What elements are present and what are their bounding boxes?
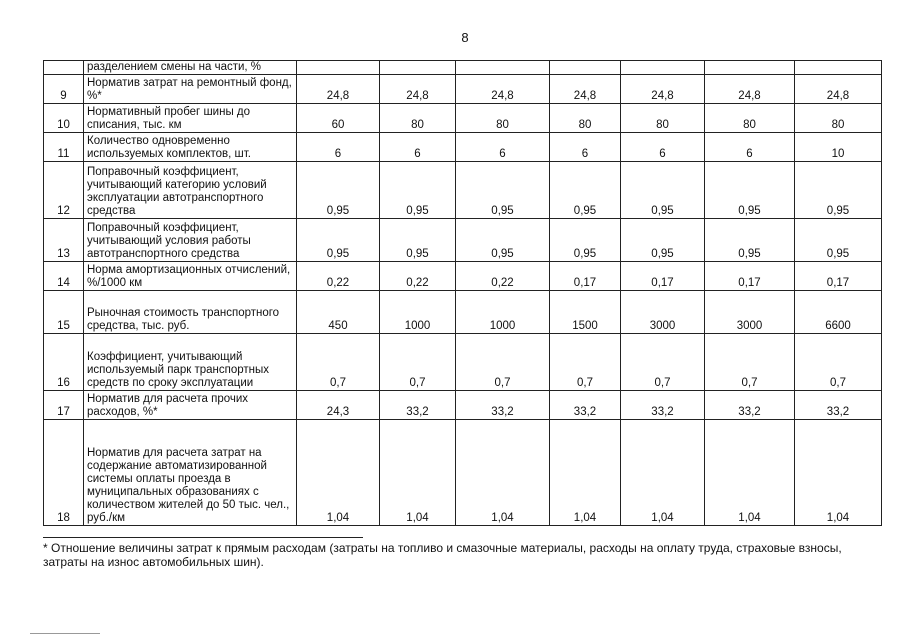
row-value: 0,22 (297, 262, 380, 291)
row-value: 0,17 (795, 262, 882, 291)
row-value (456, 61, 550, 75)
row-value: 80 (550, 104, 621, 133)
row-number: 14 (44, 262, 84, 291)
table-row (44, 75, 882, 104)
row-label: Рыночная стоимость транспортного средства, тыс. руб. (84, 291, 297, 334)
row-number (44, 61, 84, 75)
row-value: 6 (456, 133, 550, 162)
row-value: 33,2 (795, 391, 882, 420)
row-label: разделением смены на части, % (84, 61, 297, 75)
row-value: 0,7 (380, 334, 456, 391)
row-value: 0,95 (705, 162, 795, 219)
row-number: 13 (44, 219, 84, 262)
row-value (550, 61, 621, 75)
table-row (44, 219, 882, 262)
row-label: Коэффициент, учитывающий используемый парк транспортных средств по сроку эксплуатации (84, 334, 297, 391)
table-row (44, 104, 882, 133)
row-value: 24,3 (297, 391, 380, 420)
row-value: 0,95 (380, 162, 456, 219)
row-value (380, 61, 456, 75)
row-value: 80 (795, 104, 882, 133)
row-label: Норма амортизационных отчислений, %/1000 км (84, 262, 297, 291)
row-label: Норматив для расчета затрат на содержание автоматизированной системы оплаты проезда в муниципальных образованиях с количеством жителей до 50 тыс. чел., руб./км (84, 420, 297, 526)
row-value: 0,22 (380, 262, 456, 291)
row-number: 15 (44, 291, 84, 334)
row-value: 0,95 (795, 162, 882, 219)
table-row (44, 162, 882, 219)
row-value: 33,2 (456, 391, 550, 420)
row-value: 0,95 (705, 219, 795, 262)
row-number: 16 (44, 334, 84, 391)
row-value: 0,95 (297, 162, 380, 219)
row-value: 3000 (621, 291, 705, 334)
row-value: 0,7 (456, 334, 550, 391)
row-value: 0,95 (621, 219, 705, 262)
row-value (795, 61, 882, 75)
row-number: 18 (44, 420, 84, 526)
row-value: 24,8 (380, 75, 456, 104)
row-value: 10 (795, 133, 882, 162)
row-label: Поправочный коэффициент, учитывающий условия работы автотранспортного средства (84, 219, 297, 262)
table-row (44, 391, 882, 420)
row-value: 1,04 (705, 420, 795, 526)
row-value (705, 61, 795, 75)
row-value: 0,7 (550, 334, 621, 391)
row-value: 3000 (705, 291, 795, 334)
row-value: 80 (621, 104, 705, 133)
row-value: 0,17 (550, 262, 621, 291)
row-value: 0,95 (456, 219, 550, 262)
row-value: 33,2 (705, 391, 795, 420)
row-value: 0,7 (705, 334, 795, 391)
row-value: 80 (456, 104, 550, 133)
row-value: 80 (380, 104, 456, 133)
row-value: 0,17 (621, 262, 705, 291)
row-value: 6 (380, 133, 456, 162)
row-value: 1000 (380, 291, 456, 334)
row-value: 24,8 (550, 75, 621, 104)
page-number: 8 (461, 30, 469, 45)
row-value: 80 (705, 104, 795, 133)
row-value (621, 61, 705, 75)
row-value: 0,95 (795, 219, 882, 262)
table-row (44, 291, 882, 334)
row-value: 24,8 (456, 75, 550, 104)
row-value: 0,95 (621, 162, 705, 219)
row-value: 1,04 (380, 420, 456, 526)
row-label: Нормативный пробег шины до списания, тыс. км (84, 104, 297, 133)
row-value: 1,04 (621, 420, 705, 526)
row-value: 6 (550, 133, 621, 162)
table-row (44, 334, 882, 391)
row-number: 9 (44, 75, 84, 104)
scan-mark (30, 633, 100, 634)
row-value: 24,8 (795, 75, 882, 104)
row-value: 0,95 (456, 162, 550, 219)
row-value: 450 (297, 291, 380, 334)
row-number: 10 (44, 104, 84, 133)
row-value: 0,95 (380, 219, 456, 262)
table-row (44, 262, 882, 291)
row-value: 0,95 (550, 162, 621, 219)
row-value: 24,8 (621, 75, 705, 104)
row-value: 1000 (456, 291, 550, 334)
row-label: Норматив для расчета прочих расходов, %* (84, 391, 297, 420)
row-value: 1,04 (297, 420, 380, 526)
row-value: 24,8 (705, 75, 795, 104)
row-value: 0,7 (795, 334, 882, 391)
row-number: 11 (44, 133, 84, 162)
row-label: Норматив затрат на ремонтный фонд, %* (84, 75, 297, 104)
row-number: 17 (44, 391, 84, 420)
row-value: 0,95 (550, 219, 621, 262)
row-value: 33,2 (380, 391, 456, 420)
row-value: 60 (297, 104, 380, 133)
row-value: 0,7 (297, 334, 380, 391)
row-value: 6 (297, 133, 380, 162)
footnote-rule (43, 537, 363, 538)
row-value: 0,95 (297, 219, 380, 262)
norms-table (43, 60, 882, 526)
footnote: * Отношение величины затрат к прямым расходам (затраты на топливо и смазочные материалы, расходы на оплату труда, страховые взносы, затраты на износ автомобильных шин). (43, 541, 842, 569)
row-value: 0,7 (621, 334, 705, 391)
row-value: 33,2 (550, 391, 621, 420)
row-value: 0,22 (456, 262, 550, 291)
table-row (44, 61, 882, 75)
row-number: 12 (44, 162, 84, 219)
row-value: 1500 (550, 291, 621, 334)
row-value: 1,04 (550, 420, 621, 526)
row-value: 0,17 (705, 262, 795, 291)
row-value: 24,8 (297, 75, 380, 104)
row-value: 1,04 (456, 420, 550, 526)
table-row (44, 133, 882, 162)
row-value: 6 (621, 133, 705, 162)
row-value (297, 61, 380, 75)
row-label: Поправочный коэффициент, учитывающий категорию условий эксплуатации автотранспортного средства (84, 162, 297, 219)
row-value: 1,04 (795, 420, 882, 526)
row-value: 33,2 (621, 391, 705, 420)
row-value: 6 (705, 133, 795, 162)
row-value: 6600 (795, 291, 882, 334)
table-row (44, 420, 882, 526)
row-label: Количество одновременно используемых комплектов, шт. (84, 133, 297, 162)
